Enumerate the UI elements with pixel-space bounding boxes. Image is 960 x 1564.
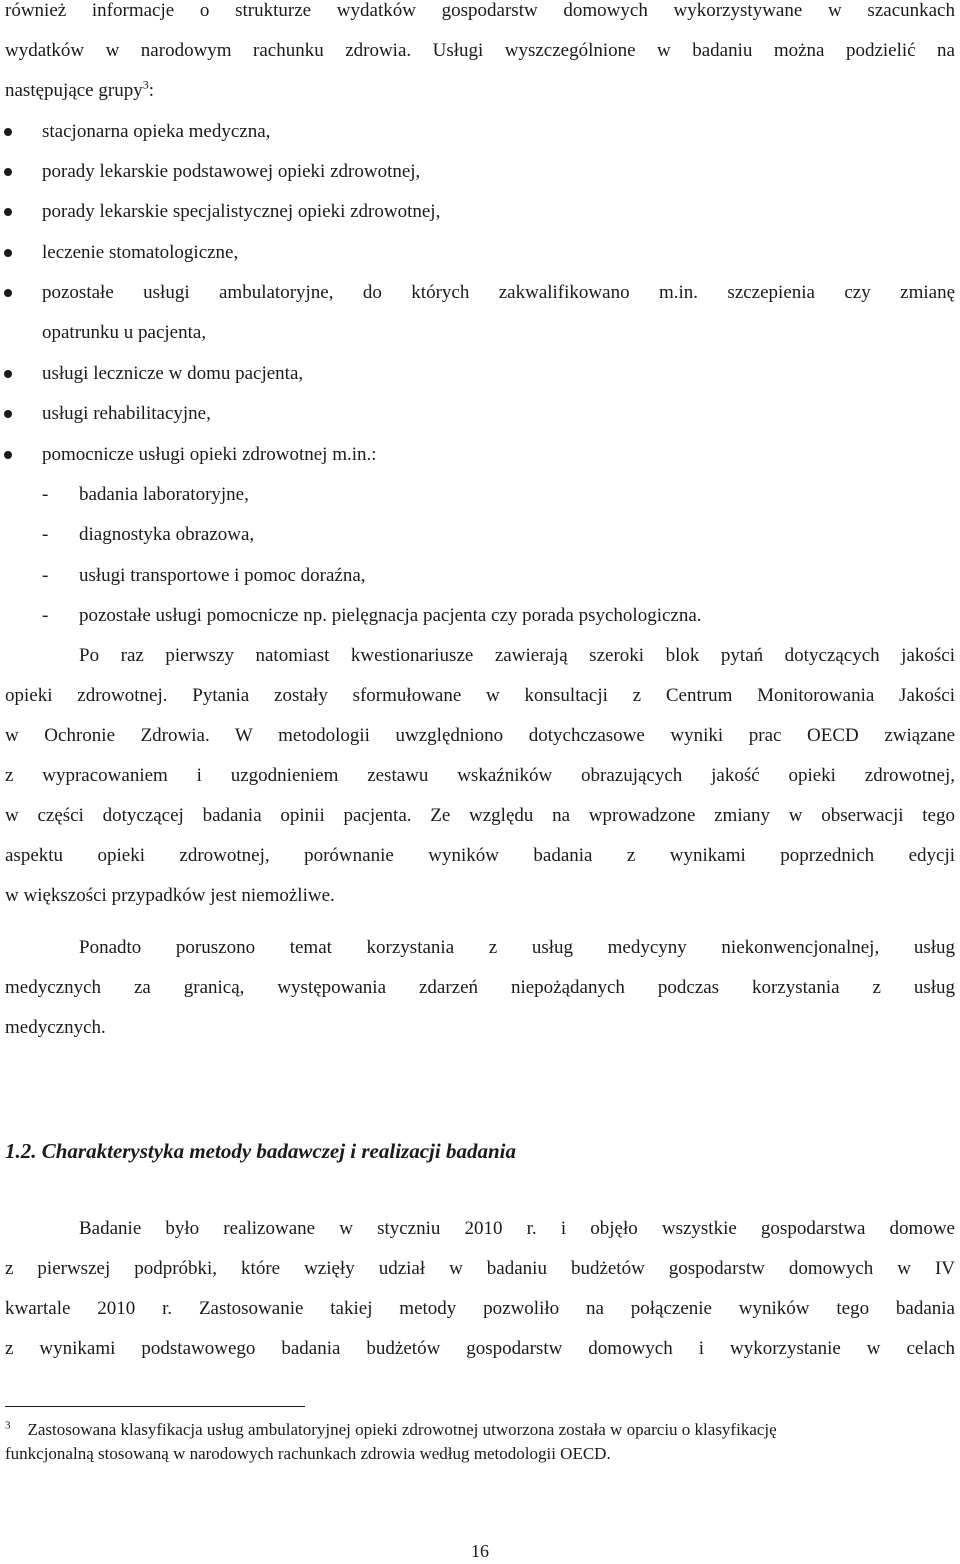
para1-line-4: z wypracowaniem i uzgodnieniem zestawu wskaźników obrazujących jakość opieki zdrowotnej,	[5, 765, 955, 786]
page-number: 16	[471, 1541, 489, 1561]
dash-item-4: pozostałe usługi pomocnicze np. pielęgnacja pacjenta czy porada psychologiczna.	[79, 605, 702, 626]
dash-marker: -	[42, 605, 49, 626]
intro-line-3-text: następujące grupy	[5, 80, 143, 101]
intro-line-3-tail: :	[148, 80, 154, 101]
bullet-icon	[4, 168, 12, 176]
dash-item-3: usługi transportowe i pomoc doraźna,	[79, 565, 366, 586]
para1-line-3: w Ochronie Zdrowia. W metodologii uwzględniono dotychczasowe wyniki prac OECD związane	[5, 725, 955, 746]
dash-marker: -	[42, 484, 49, 505]
para1-line-7: w większości przypadków jest niemożliwe.	[5, 885, 335, 906]
para3-line-2: z pierwszej podpróbki, które wzięły udział w badaniu budżetów gospodarstw domowych w IV	[5, 1258, 955, 1279]
bullet-item-7: usługi rehabilitacyjne,	[42, 403, 211, 424]
footnote-line-1	[5, 1418, 955, 1442]
para1-line-2: opieki zdrowotnej. Pytania zostały sformułowane w konsultacji z Centrum Monitorowania Jakości	[5, 685, 955, 706]
footnote-divider	[5, 1406, 305, 1407]
dash-item-2: diagnostyka obrazowa,	[79, 524, 255, 545]
bullet-icon	[4, 289, 12, 297]
intro-line-2: wydatków w narodowym rachunku zdrowia. Usługi wyszczególnione w badaniu można podzielić na	[5, 40, 955, 61]
bullet-icon	[4, 249, 12, 257]
section-heading: 1.2. Charakterystyka metody badawczej i realizacji badania	[5, 1139, 516, 1163]
dash-marker: -	[42, 565, 49, 586]
para2-line-3: medycznych.	[5, 1017, 106, 1038]
bullet-item-1: stacjonarna opieka medyczna,	[42, 121, 271, 142]
para3-line-4: z wynikami podstawowego badania budżetów gospodarstw domowych i wykorzystanie w celach	[5, 1338, 955, 1359]
para1-line-1: Po raz pierwszy natomiast kwestionariusze zawierają szeroki blok pytań dotyczących jakości	[79, 645, 955, 666]
bullet-item-3: porady lekarskie specjalistycznej opieki zdrowotnej,	[42, 201, 441, 222]
dash-marker: -	[42, 524, 49, 545]
bullet-icon	[4, 208, 12, 216]
intro-line-3	[5, 76, 955, 106]
para3-line-1: Badanie było realizowane w styczniu 2010 r. i objęło wszystkie gospodarstwa domowe	[79, 1218, 955, 1239]
para2-line-1: Ponadto poruszono temat korzystania z usług medycyny niekonwencjonalnej, usług	[79, 937, 955, 958]
bullet-item-5-cont: opatrunku u pacjenta,	[42, 322, 207, 343]
para2-line-2: medycznych za granicą, występowania zdarzeń niepożądanych podczas korzystania z usług	[5, 977, 955, 998]
bullet-item-5: pozostałe usługi ambulatoryjne, do których zakwalifikowano m.in. szczepienia czy zmianę	[42, 282, 955, 303]
footnote-ref[interactable]: 3	[142, 77, 149, 92]
para1-line-6: aspektu opieki zdrowotnej, porównanie wyników badania z wynikami poprzednich edycji	[5, 845, 955, 866]
intro-line-1: również informacje o strukturze wydatków gospodarstw domowych wykorzystywane w szacunkach	[5, 0, 955, 21]
bullet-icon	[4, 370, 12, 378]
para3-line-3: kwartale 2010 r. Zastosowanie takiej metody pozwoliło na połączenie wyników tego badania	[5, 1298, 955, 1319]
dash-item-1: badania laboratoryjne,	[79, 484, 249, 505]
bullet-icon	[4, 451, 12, 459]
bullet-item-6: usługi lecznicze w domu pacjenta,	[42, 363, 304, 384]
bullet-item-8: pomocnicze usługi opieki zdrowotnej m.in.:	[42, 444, 377, 465]
footnote-number: 3	[5, 1419, 11, 1432]
footnote-line-2: funkcjonalną stosowaną w narodowych rachunkach zdrowia według metodologii OECD.	[5, 1444, 611, 1463]
footnote-text-1: Zastosowana klasyfikacja usług ambulatoryjnej opieki zdrowotnej utworzona została w oparciu o klasyfikację	[27, 1420, 777, 1439]
bullet-item-2: porady lekarskie podstawowej opieki zdrowotnej,	[42, 161, 421, 182]
bullet-icon	[4, 410, 12, 418]
para1-line-5: w części dotyczącej badania opinii pacjenta. Ze względu na wprowadzone zmiany w obserwacji tego	[5, 805, 955, 826]
bullet-item-4: leczenie stomatologiczne,	[42, 242, 239, 263]
bullet-icon	[4, 128, 12, 136]
